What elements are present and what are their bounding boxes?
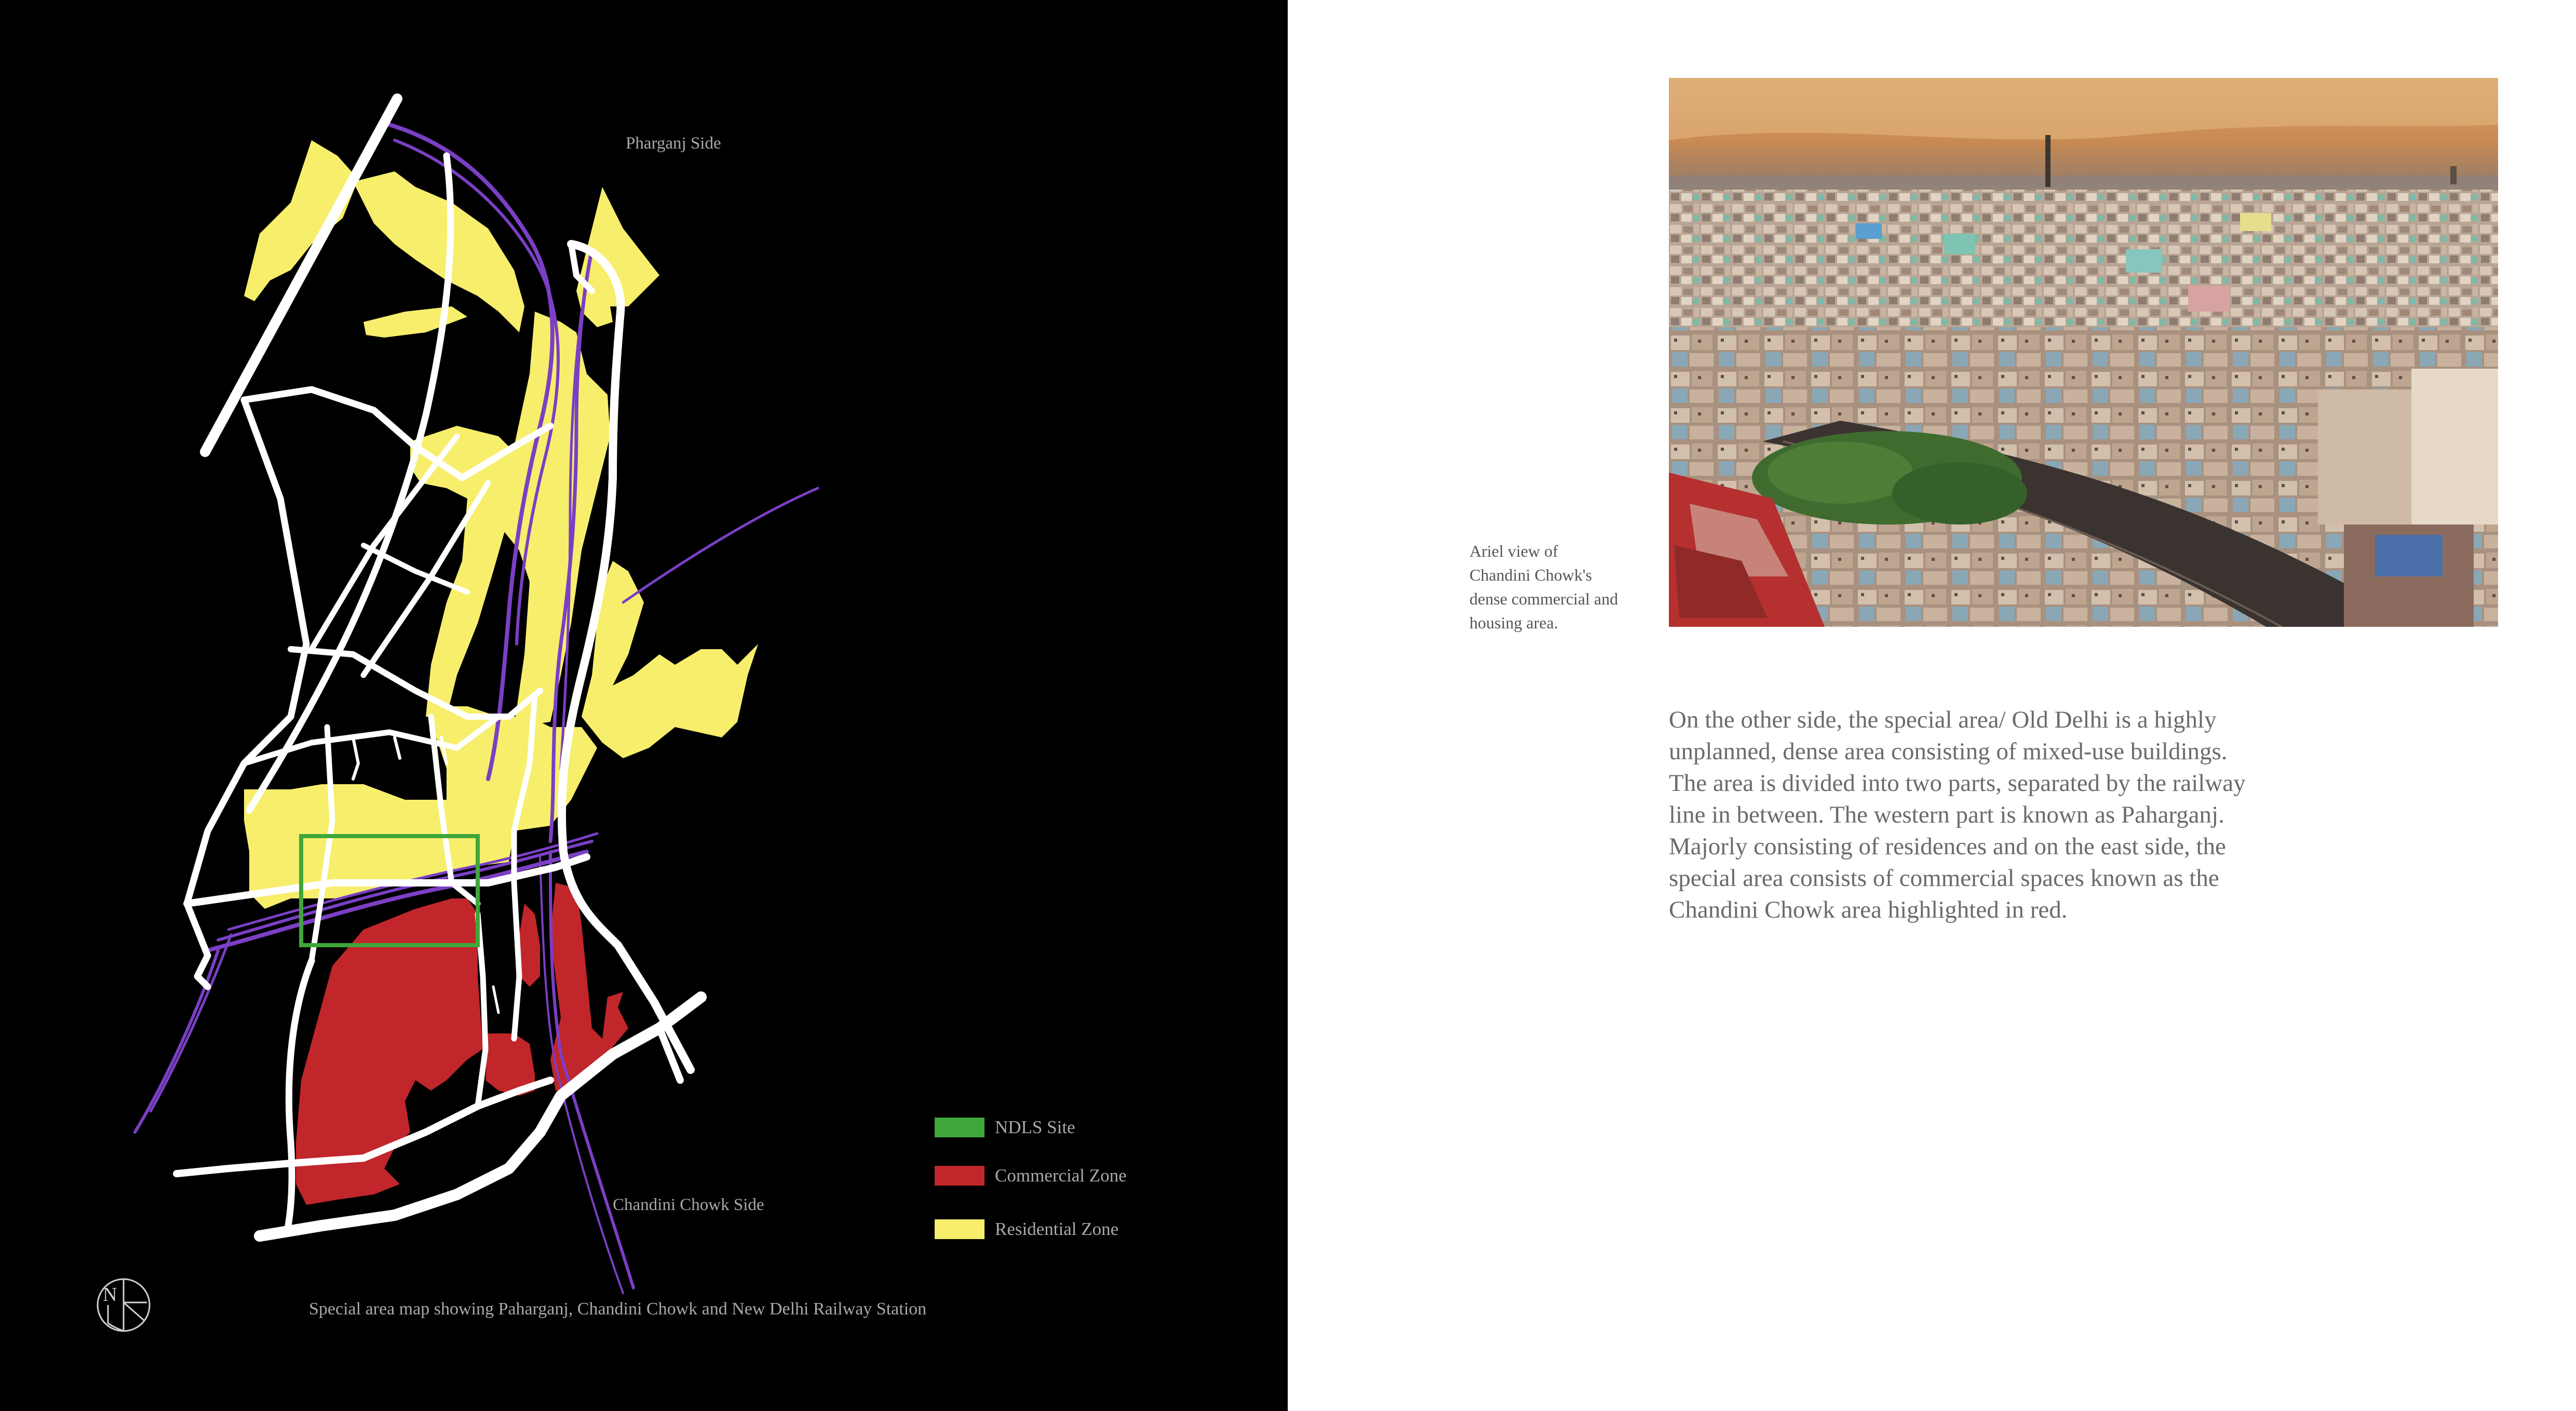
legend-label: NDLS Site [995, 1117, 1075, 1137]
legend-item-commercial-zone [935, 1165, 1127, 1187]
road-west-outer [197, 956, 208, 987]
road-small-b [395, 737, 400, 758]
road-grand-trunk-west [205, 99, 397, 452]
body-paragraph [1669, 704, 2308, 926]
legend-item-ndls-site [935, 1117, 1075, 1138]
aerial-photo-illustration [1669, 78, 2498, 627]
map-caption: Special area map showing Paharganj, Chandini Chowk and New Delhi Railway Station [309, 1299, 927, 1319]
body-line: The area is divided into two parts, separated by the railway [1669, 770, 2246, 797]
legend-swatch-yellow [935, 1219, 984, 1239]
photo-caption-line: housing area. [1469, 613, 1558, 632]
body-line: line in between. The western part is known as Paharganj. [1669, 801, 2224, 828]
residential-zones [244, 140, 758, 909]
body-line: special area consists of commercial spaces known as the [1669, 865, 2219, 892]
label-chandini-chowk-side: Chandini Chowk Side [613, 1195, 764, 1214]
photo-caption-line: Ariel view of [1469, 542, 1558, 560]
railway-southwest-branch [135, 950, 218, 1132]
legend-swatch-green [935, 1118, 984, 1137]
road-small-d [493, 987, 498, 1013]
photo-caption-line: dense commercial and [1469, 589, 1619, 608]
residential-zone-east-lobe [582, 561, 758, 758]
photo-caption [1469, 539, 1656, 635]
commercial-zone-mid-a [519, 904, 540, 987]
road-small-a [353, 737, 358, 779]
north-arrow-letter: N [103, 1284, 117, 1306]
railway-east-branch [623, 488, 818, 602]
photo-caption-line: Chandini Chowk's [1469, 566, 1592, 584]
legend-label: Commercial Zone [995, 1165, 1127, 1186]
legend-label: Residential Zone [995, 1219, 1119, 1239]
label-pharganj-side: Pharganj Side [626, 134, 721, 153]
north-arrow-logo-icon [92, 1274, 155, 1336]
legend-swatch-red [935, 1166, 984, 1186]
body-line: On the other side, the special area/ Old Delhi is a highly [1669, 706, 2217, 733]
aerial-photo [1669, 78, 2498, 627]
body-line: unplanned, dense area consisting of mixed-use buildings. [1669, 738, 2228, 765]
legend-item-residential-zone [935, 1218, 1118, 1240]
body-line: Majorly consisting of residences and on the east side, the [1669, 833, 2226, 860]
residential-zone-strip [363, 306, 467, 338]
body-line: Chandini Chowk area highlighted in red. [1669, 896, 2068, 923]
